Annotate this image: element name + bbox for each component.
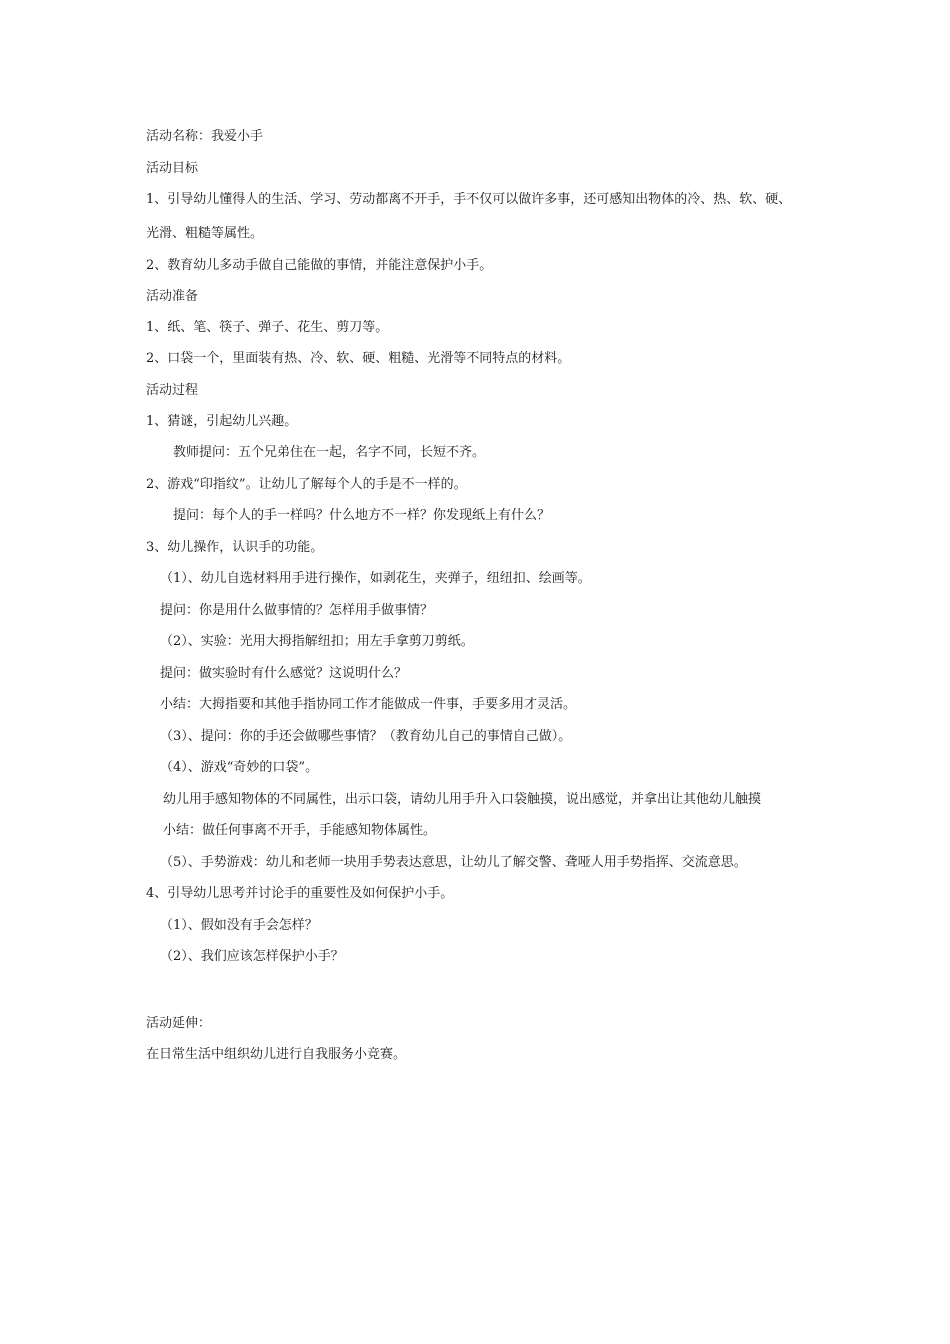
process-step-3-2-summary: 小结：大拇指要和其他手指协同工作才能做成一件事，手要多用才灵活。: [160, 697, 577, 712]
preparation-item-2: 2、口袋一个，里面装有热、冷、软、硬、粗糙、光滑等不同特点的材料。: [146, 351, 571, 366]
extension-text: 在日常生活中组织幼儿进行自我服务小竞赛。: [146, 1047, 407, 1062]
process-step-3-5: （5）、手势游戏：幼儿和老师一块用手势表达意思，让幼儿了解交警、聋哑人用手势指挥、交流意思。: [160, 855, 747, 870]
activity-title: 活动名称：我爱小手: [146, 129, 264, 144]
preparation-item-1: 1、纸、笔、筷子、弹子、花生、剪刀等。: [146, 320, 389, 335]
process-step-1: 1、猜谜，引起幼儿兴趣。: [146, 414, 298, 429]
process-step-3-1: （1）、幼儿自选材料用手进行操作，如剥花生，夹弹子，纽纽扣、绘画等。: [160, 571, 591, 586]
process-step-1-question: 教师提问：五个兄弟住在一起，名字不同，长短不齐。: [173, 445, 486, 460]
process-step-4: 4、引导幼儿思考并讨论手的重要性及如何保护小手。: [146, 886, 454, 901]
process-step-3-4-summary: 小结：做任何事离不开手，手能感知物体属性。: [163, 823, 437, 838]
goals-heading: 活动目标: [146, 161, 199, 176]
process-step-3: 3、幼儿操作，认识手的功能。: [146, 540, 324, 555]
process-step-2: 2、游戏“印指纹”。让幼儿了解每个人的手是不一样的。: [146, 477, 467, 492]
process-step-3-1-question: 提问：你是用什么做事情的？怎样用手做事情？: [160, 603, 434, 618]
process-step-3-4-activity: 幼儿用手感知物体的不同属性，出示口袋，请幼儿用手升入口袋触摸，说出感觉，并拿出让其他幼儿触摸: [163, 792, 762, 807]
goal-item-2: 2、教育幼儿多动手做自己能做的事情，并能注意保护小手。: [146, 258, 493, 273]
preparation-heading: 活动准备: [146, 289, 199, 304]
process-step-3-3: （3）、提问：你的手还会做哪些事情？（教育幼儿自己的事情自己做）。: [160, 729, 572, 744]
goal-item-1-continued: 光滑、粗糙等属性。: [146, 226, 264, 241]
goal-item-1: 1、引导幼儿懂得人的生活、学习、劳动都离不开手，手不仅可以做许多事，还可感知出物体的冷、热、软、硬、: [146, 192, 792, 207]
process-step-3-2: （2）、实验：光用大拇指解纽扣；用左手拿剪刀剪纸。: [160, 634, 474, 649]
process-step-3-2-question: 提问：做实验时有什么感觉？这说明什么？: [160, 666, 408, 681]
process-step-3-4: （4）、游戏“奇妙的口袋”。: [160, 760, 319, 775]
process-step-4-1: （1）、假如没有手会怎样？: [160, 918, 318, 933]
process-step-4-2: （2）、我们应该怎样保护小手？: [160, 949, 344, 964]
process-heading: 活动过程: [146, 383, 199, 398]
extension-heading: 活动延伸：: [146, 1016, 212, 1031]
process-step-2-question: 提问：每个人的手一样吗？什么地方不一样？你发现纸上有什么？: [173, 508, 551, 523]
